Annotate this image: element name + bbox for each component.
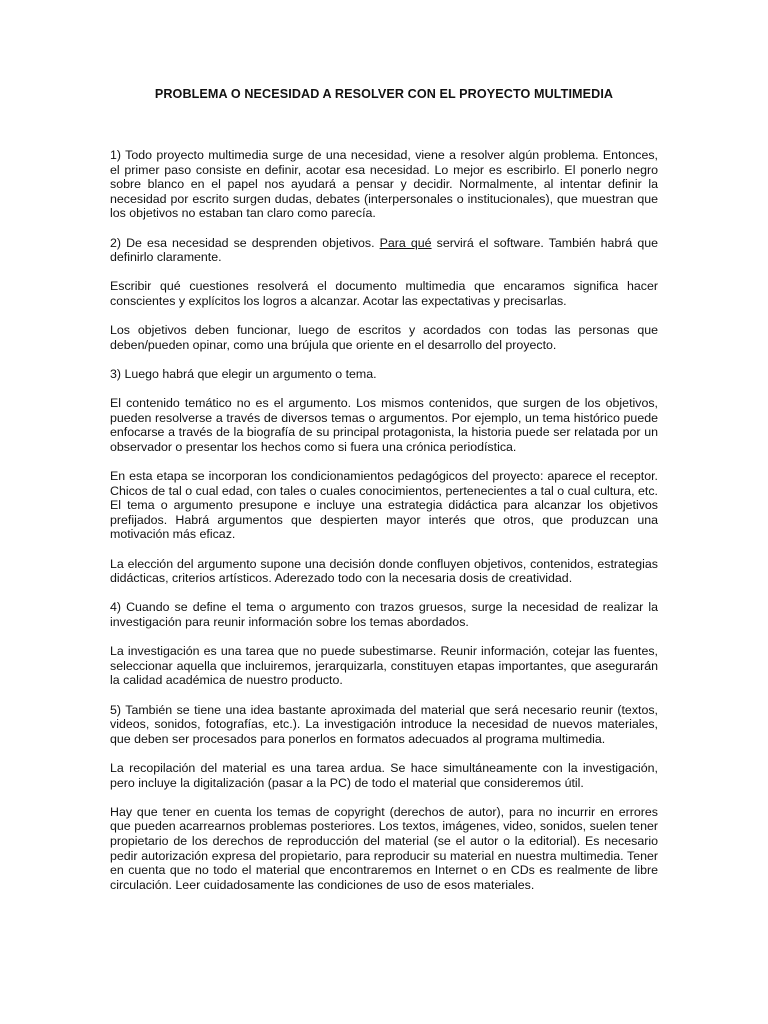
paragraph-7: En esta etapa se incorporan los condicionamientos pedagógicos del proyecto: aparece el receptor. Chicos de tal o cual edad, con tales o cuales conocimientos, pertenecientes a tal o cual cultura, etc. El tema o argumento presupone e incluye una estrategia didáctica para alcanzar los objetivos prefijados. Habrá argumentos que despierten mayor interés que otros, que produzcan una motivación más eficaz. (110, 469, 658, 542)
paragraph-1: 1) Todo proyecto multimedia surge de una necesidad, viene a resolver algún problema. Entonces, el primer paso consiste en definir, acotar esa necesidad. Lo mejor es escribirlo. El ponerlo negro sobre blanco en el papel nos ayudará a pensar y decidir. Normalmente, al intentar definir la necesidad por escrito surgen dudas, debates (interpersonales o institucionales), que muestran que los objetivos no estaban tan claro como parecía. (110, 148, 658, 221)
paragraph-13: Hay que tener en cuenta los temas de copyright (derechos de autor), para no incurrir en errores que pueden acarrearnos problemas posteriores. Los textos, imágenes, video, sonidos, suelen tener propietario de los derechos de reproducción del material (se el autor o la editorial). Es necesario pedir autorización expresa del propietario, para reproducir su material en nuestra multimedia. Tener en cuenta que no todo el material que encontraremos en Internet o en CDs es realmente de libre circulación. Leer cuidadosamente las condiciones de uso de esos materiales. (110, 804, 658, 892)
paragraph-9: 4) Cuando se define el tema o argumento con trazos gruesos, surge la necesidad de realizar la investigación para reunir información sobre los temas abordados. (110, 600, 658, 629)
paragraph-8: La elección del argumento supone una decisión donde confluyen objetivos, contenidos, estrategias didácticas, criterios artísticos. Aderezado todo con la necesaria dosis de creatividad. (110, 556, 658, 586)
paragraph-11: 5) También se tiene una idea bastante aproximada del material que será necesario reunir (textos, videos, sonidos, fotografías, etc.). La investigación introduce la necesidad de nuevos materiales, que deben ser procesados para ponerlos en formatos adecuados al programa multimedia. (110, 702, 658, 746)
paragraph-2-text-end: servirá el software. También habrá que definirlo claramente. (110, 235, 658, 265)
paragraph-2 (110, 236, 658, 265)
document-title: PROBLEMA O NECESIDAD A RESOLVER CON EL PROYECTO MULTIMEDIA (154, 87, 614, 101)
document-body (110, 148, 658, 907)
underlined-phrase: Para qué (379, 235, 432, 250)
paragraph-5: 3) Luego habrá que elegir un argumento o tema. (110, 366, 377, 381)
paragraph-2-text-start: 2) De esa necesidad se desprenden objetivos. (110, 235, 380, 250)
paragraph-6: El contenido temático no es el argumento. Los mismos contenidos, que surgen de los objetivos, pueden resolverse a través de diversos temas o argumentos. Por ejemplo, un tema histórico puede enfocarse a través de la biografía de su principal protagonista, la historia puede ser relatada por un observador o presentar los hechos como si fuera una crónica periodística. (110, 396, 658, 454)
paragraph-10: La investigación es una tarea que no puede subestimarse. Reunir información, cotejar las fuentes, seleccionar aquella que incluiremos, jerarquizarla, constituyen etapas importantes, que asegurarán la calidad académica de nuestro producto. (110, 644, 658, 688)
paragraph-12: La recopilación del material es una tarea ardua. Se hace simultáneamente con la investigación, pero incluye la digitalización (pasar a la PC) de todo el material que consideremos útil. (110, 760, 658, 790)
paragraph-4: Los objetivos deben funcionar, luego de escritos y acordados con todas las personas que deben/pueden opinar, como una brújula que oriente en el desarrollo del proyecto. (110, 323, 658, 352)
paragraph-3: Escribir qué cuestiones resolverá el documento multimedia que encaramos significa hacer conscientes y explícitos los logros a alcanzar. Acotar las expectativas y precisarlas. (110, 279, 658, 308)
